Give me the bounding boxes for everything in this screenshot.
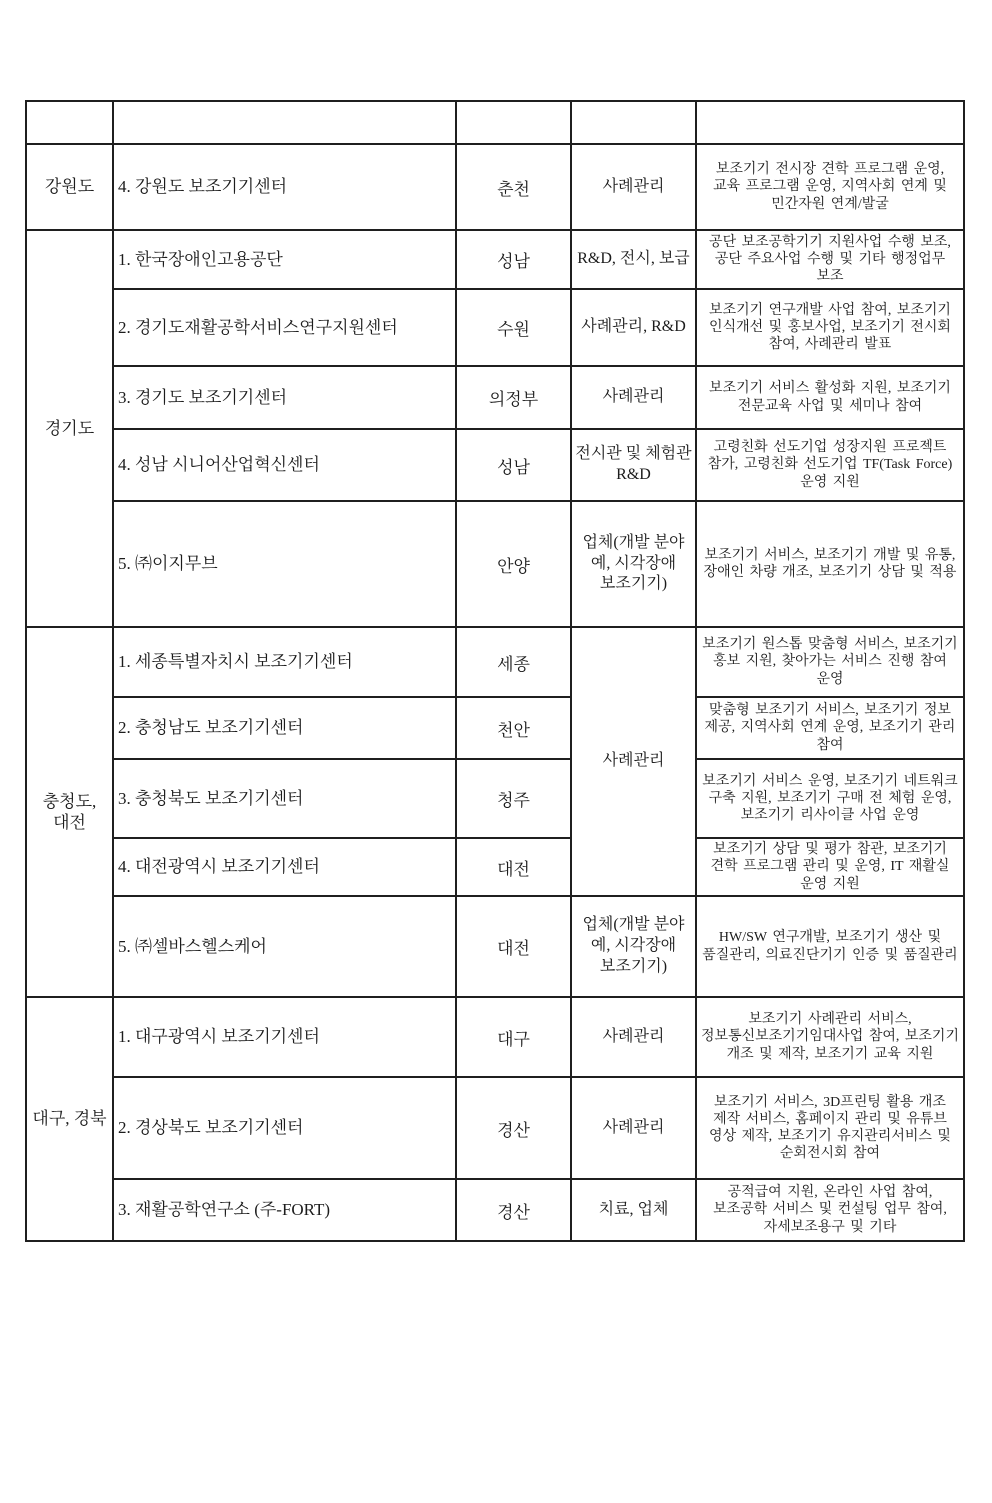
description-cell: 보조기기 원스톱 맞춤형 서비스, 보조기기 홍보 지원, 찾아가는 서비스 진행 참여 운영 [696, 627, 964, 697]
description-cell: 고령친화 선도기업 성장지원 프로젝트 참가, 고령친화 선도기업 TF(Task Force)운영 지원 [696, 429, 964, 501]
city-cell: 안양 [456, 501, 571, 627]
table-row [26, 144, 964, 230]
description-cell: 보조기기 서비스 운영, 보조기기 네트워크 구축 지원, 보조기기 구매 전 체험 운영, 보조기기 리사이클 사업 운영 [696, 759, 964, 838]
category-cell: 사례관리 [571, 997, 696, 1077]
description-cell: 보조기기 서비스, 보조기기 개발 및 유통, 장애인 차량 개조, 보조기기 상담 및 적용 [696, 501, 964, 627]
category-cell: 사례관리 [571, 144, 696, 230]
description-cell: 보조기기 연구개발 사업 참여, 보조기기 인식개선 및 홍보사업, 보조기기 전시회 참여, 사례관리 발표 [696, 289, 964, 366]
table-row [26, 429, 964, 501]
category-cell: 사례관리 [571, 1077, 696, 1179]
category-cell: 전시관 및 체험관 R&D [571, 429, 696, 501]
table-row [26, 501, 964, 627]
name-cell: 3. 경기도 보조기기센터 [113, 366, 456, 429]
category-cell: 치료, 업체 [571, 1179, 696, 1241]
table-row [26, 1179, 964, 1241]
name-cell: 3. 재활공학연구소 (주-FORT) [113, 1179, 456, 1241]
name-cell: 2. 경상북도 보조기기센터 [113, 1077, 456, 1179]
city-cell: 대전 [456, 896, 571, 997]
table-row [26, 1077, 964, 1179]
category-cell: 업체(개발 분야 예, 시각장애 보조기기) [571, 896, 696, 997]
name-cell: 1. 대구광역시 보조기기센터 [113, 997, 456, 1077]
name-cell: 2. 경기도재활공학서비스연구지원센터 [113, 289, 456, 366]
empty-header-cell [456, 101, 571, 144]
region-cell-chungcheong-daejeon: 충청도, 대전 [26, 627, 113, 997]
city-cell: 청주 [456, 759, 571, 838]
name-cell: 5. ㈜이지무브 [113, 501, 456, 627]
table-row [26, 289, 964, 366]
empty-header-cell [26, 101, 113, 144]
description-cell: 맞춤형 보조기기 서비스, 보조기기 정보 제공, 지역사회 연계 운영, 보조기기 관리 참여 [696, 697, 964, 759]
description-cell: 공적급여 지원, 온라인 사업 참여, 보조공학 서비스 및 컨설팅 업무 참여, 자세보조용구 및 기타 [696, 1179, 964, 1241]
table-row [26, 230, 964, 289]
empty-header-cell [696, 101, 964, 144]
category-cell: 업체(개발 분야 예, 시각장애 보조기기) [571, 501, 696, 627]
table-row [26, 759, 964, 838]
table-row [26, 997, 964, 1077]
region-cell-gangwon: 강원도 [26, 144, 113, 230]
name-cell: 2. 충청남도 보조기기센터 [113, 697, 456, 759]
city-cell: 천안 [456, 697, 571, 759]
description-cell: HW/SW 연구개발, 보조기기 생산 및 품질관리, 의료진단기기 인증 및 품질관리 [696, 896, 964, 997]
name-cell: 3. 충청북도 보조기기센터 [113, 759, 456, 838]
region-cell-gyeonggi: 경기도 [26, 230, 113, 627]
table-row [26, 366, 964, 429]
city-cell: 세종 [456, 627, 571, 697]
city-cell: 대전 [456, 838, 571, 896]
name-cell: 4. 강원도 보조기기센터 [113, 144, 456, 230]
description-cell: 보조기기 사례관리 서비스, 정보통신보조기기임대사업 참여, 보조기기 개조 및 제작, 보조기기 교육 지원 [696, 997, 964, 1077]
city-cell: 의정부 [456, 366, 571, 429]
category-cell: 사례관리 [571, 366, 696, 429]
name-cell: 4. 성남 시니어산업혁신센터 [113, 429, 456, 501]
category-cell: R&D, 전시, 보급 [571, 230, 696, 289]
city-cell: 성남 [456, 230, 571, 289]
region-cell-daegu-gyeongbuk: 대구, 경북 [26, 997, 113, 1241]
table-row [26, 838, 964, 896]
name-cell: 5. ㈜셀바스헬스케어 [113, 896, 456, 997]
city-cell: 성남 [456, 429, 571, 501]
city-cell: 수원 [456, 289, 571, 366]
city-cell: 경산 [456, 1077, 571, 1179]
category-cell: 사례관리, R&D [571, 289, 696, 366]
description-cell: 공단 보조공학기기 지원사업 수행 보조, 공단 주요사업 수행 및 기타 행정업무 보조 [696, 230, 964, 289]
name-cell: 1. 세종특별자치시 보조기기센터 [113, 627, 456, 697]
city-cell: 경산 [456, 1179, 571, 1241]
description-cell: 보조기기 전시장 견학 프로그램 운영, 교육 프로그램 운영, 지역사회 연계 및 민간자원 연계/발굴 [696, 144, 964, 230]
category-cell-merged: 사례관리 [571, 627, 696, 896]
assistive-device-centers-table [25, 100, 965, 1242]
table-row [26, 627, 964, 697]
table-row [26, 697, 964, 759]
name-cell: 4. 대전광역시 보조기기센터 [113, 838, 456, 896]
description-cell: 보조기기 서비스 활성화 지원, 보조기기 전문교육 사업 및 세미나 참여 [696, 366, 964, 429]
empty-header-cell [113, 101, 456, 144]
name-cell: 1. 한국장애인고용공단 [113, 230, 456, 289]
city-cell: 대구 [456, 997, 571, 1077]
table-row-empty-header [26, 101, 964, 144]
city-cell: 춘천 [456, 144, 571, 230]
description-cell: 보조기기 상담 및 평가 참관, 보조기기 견학 프로그램 관리 및 운영, IT 재활실 운영 지원 [696, 838, 964, 896]
table-row [26, 896, 964, 997]
empty-header-cell [571, 101, 696, 144]
description-cell: 보조기기 서비스, 3D프린팅 활용 개조 제작 서비스, 홈페이지 관리 및 유튜브 영상 제작, 보조기기 유지관리서비스 및 순회전시회 참여 [696, 1077, 964, 1179]
